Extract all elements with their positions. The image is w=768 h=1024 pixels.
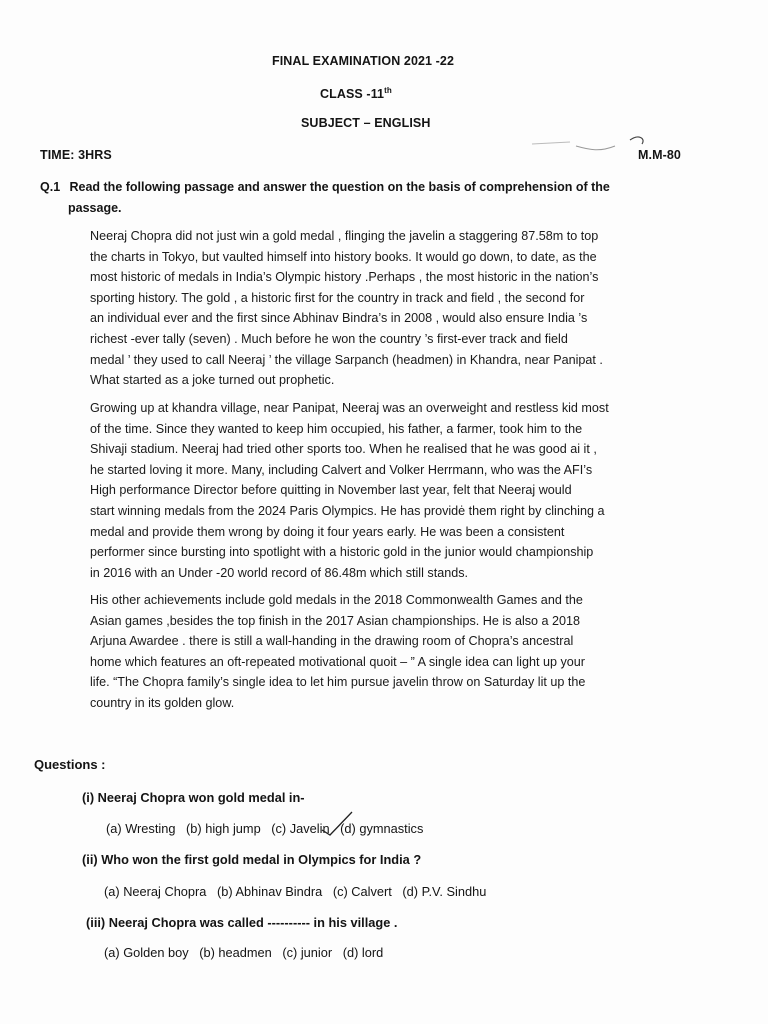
option-b: (b) headmen	[199, 945, 272, 960]
subject-label: SUBJECT – ENGLISH	[301, 116, 431, 130]
class-label	[320, 86, 392, 101]
passage-line: His other achievements include gold medals in the 2018 Commonwealth Games and the	[90, 593, 583, 607]
passage-line: Arjuna Awardee . there is still a wall-handing in the drawing room of Chopra’s ancestral	[90, 634, 574, 649]
question-ii-text: Who won the first gold medal in Olympics for India ?	[101, 852, 422, 867]
passage-line: most historic of medals in India’s Olympic history .Perhaps , the most historic in the nation’s	[90, 270, 599, 285]
passage-line: Growing up at khandra village, near Panipat, Neeraj was an overweight and restless kid most	[90, 401, 609, 415]
passage-line: richest -ever tally (seven) . Much before he won the country ’s first-ever track and field	[90, 331, 568, 346]
question-1-line2: passage.	[68, 201, 122, 215]
option-a: (a) Golden boy	[104, 945, 189, 960]
question-ii-number: (ii)	[82, 852, 98, 867]
passage-line: home which features an oft-repeated motivational quoit – ” A single idea can light up your	[90, 654, 585, 669]
passage-line: performer since bursting into spotlight with a historic gold in the junior would championship	[90, 545, 594, 560]
question-1-instruction	[40, 177, 700, 219]
option-c: (c) Javelin	[271, 821, 330, 836]
time-label: TIME: 3HRS	[40, 148, 112, 162]
passage-line: sporting history. The gold , a historic first for the country in track and field , the second for	[90, 290, 585, 305]
question-iii	[86, 915, 397, 930]
question-1-number: Q.1	[40, 180, 61, 194]
max-marks-label: M.M-80	[638, 148, 681, 162]
passage-paragraph-1	[90, 226, 603, 391]
question-iii-options	[104, 945, 390, 960]
passage-line: start winning medals from the 2024 Paris Olympics. He has providė them right by clinching a	[90, 503, 605, 518]
passage-line: life. “The Chopra family’s single idea to let him pursue javelin throw on Saturday lit up the	[90, 675, 586, 690]
question-iii-text: Neeraj Chopra was called ---------- in his village .	[108, 915, 398, 930]
option-d: (d) gymnastics	[340, 821, 424, 836]
scan-mark	[530, 132, 650, 162]
question-i-number: (i)	[82, 790, 95, 805]
question-i-options	[106, 821, 430, 836]
question-i-text: Neeraj Chopra won gold medal in-	[97, 790, 305, 805]
passage-line: medal and provide them wrong by doing it four years early. He was been a consistent	[90, 524, 565, 539]
passage-line: Asian games ,besides the top finish in the 2017 Asian championships. He is also a 2018	[90, 613, 581, 628]
passage-line: an individual ever and the first since Abhinav Bindra’s in 2008 , would also ensure India ’s	[90, 311, 588, 326]
passage-line: Neeraj Chopra did not just win a gold medal , flinging the javelin a staggering 87.58m to top	[90, 229, 599, 243]
option-b: (b) high jump	[186, 821, 261, 836]
option-b: (b) Abhinav Bindra	[216, 884, 323, 899]
tick-mark-icon	[318, 810, 358, 836]
passage-line: High performance Director before quitting in November last year, felt that Neeraj would	[90, 483, 572, 498]
passage-line: the charts in Tokyo, but vaulted himself into history books. It would go down, to date, as the	[90, 249, 597, 264]
passage-line: he started loving it more. Many, including Calvert and Volker Herrmann, who was the AFI’s	[90, 462, 593, 477]
class-suffix: th	[384, 86, 392, 95]
question-ii-options	[104, 884, 493, 899]
passage-line: of the time. Since they wanted to keep him occupied, his father, a farmer, took him to the	[90, 421, 583, 436]
option-d: (d) lord	[342, 945, 384, 960]
passage-paragraph-3	[90, 590, 585, 714]
option-a: (a) Wresting	[106, 821, 176, 836]
option-a: (a) Neeraj Chopra	[104, 884, 207, 899]
passage-paragraph-2	[90, 398, 609, 583]
questions-heading: Questions :	[34, 757, 106, 772]
class-text: CLASS -11	[320, 87, 385, 102]
passage-line: What started as a joke turned out prophetic.	[90, 373, 335, 388]
passage-line: medal ’ they used to call Neeraj ’ the village Sarpanch (headmen) in Khandra, near Panipat .	[90, 352, 603, 367]
option-c: (c) Calvert	[332, 884, 392, 899]
question-iii-number: (iii)	[86, 915, 106, 930]
option-d: (d) P.V. Sindhu	[402, 884, 487, 899]
option-c: (c) junior	[282, 945, 333, 960]
question-i	[82, 790, 305, 805]
passage-line: Shivaji stadium. Neeraj had tried other sports too. When he realised that he was good ai it ,	[90, 442, 597, 457]
question-ii	[82, 852, 421, 867]
passage-line: country in its golden glow.	[90, 695, 235, 710]
question-1-line1: Read the following passage and answer the question on the basis of comprehension of the	[69, 180, 610, 194]
passage-line: in 2016 with an Under -20 world record of 86.48m which still stands.	[90, 565, 469, 580]
exam-title: FINAL EXAMINATION 2021 -22	[272, 54, 455, 68]
